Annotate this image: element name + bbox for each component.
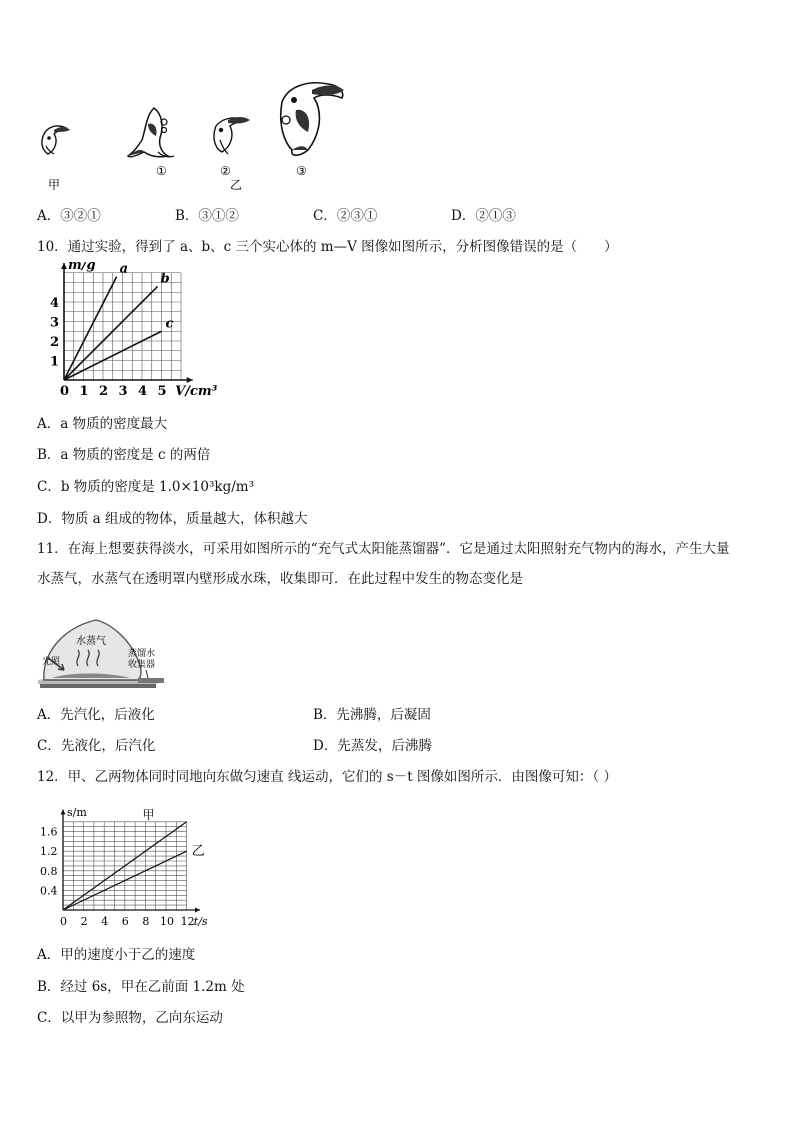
q11-option-b[interactable]: B．先沸腾，后凝固 — [313, 707, 431, 723]
q11-label-collector-1: 蒸馏水 — [128, 649, 156, 659]
fish-2-image — [214, 117, 250, 154]
q10-chart — [40, 262, 250, 408]
solar-distiller-illustration — [38, 614, 168, 692]
fish-3-image — [281, 83, 344, 155]
y-tick-label: 0.8 — [40, 864, 58, 878]
fig-label-circle-1: ① — [156, 164, 167, 178]
q9-option-b[interactable]: B．③①② — [175, 208, 239, 224]
x-tick-label: 2 — [80, 915, 88, 928]
x-axis-label: V/cm³ — [175, 384, 218, 399]
y-tick-label: 1.2 — [40, 845, 58, 859]
x-tick-label: 6 — [121, 915, 129, 928]
y-axis-label: s/m — [67, 806, 87, 819]
q12-st-chart-svg — [36, 796, 236, 934]
x-tick-label: 10 — [160, 915, 174, 928]
x-axis-label: t/s — [193, 915, 208, 928]
series-label-a: a — [119, 262, 129, 277]
q9-figure — [34, 78, 354, 196]
y-tick-label: 2 — [50, 335, 60, 350]
y-tick-label: 1 — [50, 354, 60, 370]
q10-option-a[interactable]: A．a 物质的密度最大 — [37, 416, 168, 432]
q10-stem: 10．通过实验，得到了 a、b、c 三个实心体的 m—V 图像如图所示，分析图像错误的是（ ） — [37, 239, 618, 255]
x-tick-label: 2 — [99, 384, 109, 399]
q12-option-a[interactable]: A．甲的速度小于乙的速度 — [37, 947, 196, 963]
q11-option-a[interactable]: A．先汽化，后液化 — [37, 707, 155, 723]
q11-label-sun: 光照 — [42, 657, 61, 667]
fish-jia-image — [42, 126, 70, 154]
x-tick-label: 5 — [157, 384, 167, 399]
q11-stem-line1: 11．在海上想要获得淡水，可采用如图所示的“充气式太阳能蒸馏器”．它是通过太阳照射充气物内的海水，产生大量 — [37, 541, 730, 557]
q11-label-vapor: 水蒸气 — [76, 636, 106, 647]
fish-1-image — [128, 108, 174, 157]
series-label-jia: 甲 — [142, 807, 155, 822]
x-tick-label: 4 — [138, 384, 148, 399]
x-tick-label: 4 — [101, 915, 109, 928]
series-label-yi: 乙 — [191, 844, 205, 860]
q12-option-b[interactable]: B．经过 6s，甲在乙前面 1.2m 处 — [37, 979, 245, 995]
q12-option-c[interactable]: C．以甲为参照物，乙向东运动 — [37, 1010, 223, 1026]
x-tick-label: 0 — [60, 915, 67, 928]
dome-shape — [44, 620, 141, 680]
x-tick-label: 1 — [79, 384, 89, 399]
q12-stem: 12．甲、乙两物体同时同地向东做匀速直 线运动，它们的 s－t 图像如图所示．由图像可知：（ ） — [37, 769, 617, 785]
q10-option-c[interactable]: C．b 物质的密度是 1.0×10³kg/m³ — [37, 479, 255, 495]
q9-option-c[interactable]: C．②③① — [313, 208, 378, 224]
y-axis-arrow — [61, 263, 67, 269]
q11-label-collector-2: 收集器 — [128, 660, 156, 670]
q9-option-a[interactable]: A．③②① — [37, 208, 101, 224]
x-tick-label: 0 — [60, 384, 70, 399]
q11-stem-line2: 水蒸气，水蒸气在透明罩内壁形成水珠，收集即可．在此过程中发生的物态变化是 — [37, 571, 523, 587]
y-tick-label: 3 — [50, 315, 60, 331]
series-label-c: c — [165, 316, 174, 332]
q10-mv-chart-svg — [40, 262, 250, 408]
x-tick-label: 3 — [118, 384, 128, 399]
fish-illustration — [34, 78, 354, 196]
q11-option-c[interactable]: C．先液化，后汽化 — [37, 738, 156, 754]
y-tick-label: 0.4 — [40, 884, 58, 898]
x-tick-label: 8 — [142, 915, 150, 928]
y-tick-label: 1.6 — [40, 825, 58, 839]
fig-label-jia: 甲 — [48, 178, 61, 192]
series-label-b: b — [160, 271, 170, 287]
y-tick-label: 4 — [50, 296, 60, 311]
x-tick-label: 12 — [180, 915, 195, 928]
q9-option-d[interactable]: D．②①③ — [451, 208, 516, 224]
y-axis-label: m/g — [68, 262, 96, 273]
fig-label-circle-2: ② — [220, 164, 231, 178]
q10-option-d[interactable]: D．物质 a 组成的物体，质量越大，体积越大 — [37, 511, 308, 527]
x-axis-arrow — [187, 377, 193, 383]
q11-option-d[interactable]: D．先蒸发，后沸腾 — [313, 738, 432, 754]
q12-chart — [36, 796, 236, 934]
q11-figure — [38, 614, 168, 692]
x-axis-arrow — [195, 908, 200, 913]
y-axis-arrow — [61, 810, 66, 815]
fig-label-yi: 乙 — [230, 178, 243, 192]
q10-option-b[interactable]: B．a 物质的密度是 c 的两倍 — [37, 447, 211, 463]
fig-label-circle-3: ③ — [296, 164, 307, 178]
series-line-b — [64, 286, 158, 380]
